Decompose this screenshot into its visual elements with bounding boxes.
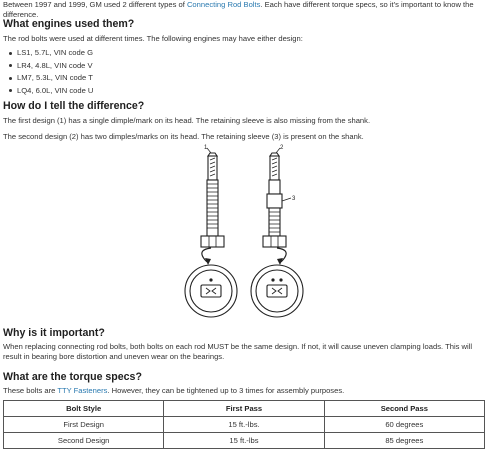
engines-heading: What engines used them? <box>3 18 135 30</box>
header-second-pass: Second Pass <box>324 401 484 417</box>
table-cell: 15 ft.-lbs <box>164 433 324 449</box>
table-cell: Second Design <box>4 433 164 449</box>
table-cell: First Design <box>4 417 164 433</box>
engines-intro: The rod bolts were used at different times. The following engines may have either design: <box>3 34 303 43</box>
first-design-head-view <box>185 265 237 317</box>
callout-2: 2 <box>280 145 284 151</box>
table-row <box>4 417 485 433</box>
rod-bolt-diagram <box>181 144 307 322</box>
importance-paragraph: When replacing connecting rod bolts, both bolts on each rod MUST be the same design. If not, it will cause uneven clamping loads. This will result in bearing bore distortion and uneven wear on the bearings. <box>3 342 473 361</box>
table-header-row <box>4 401 485 417</box>
retaining-sleeve <box>267 194 282 208</box>
torque-heading: What are the torque specs? <box>3 371 142 383</box>
intro-text-after: . Each have different torque specs, so it's important to know the difference. <box>3 0 474 19</box>
difference-paragraph-2: The second design (2) has two dimples/marks on its head. The retaining sleeve (3) is present on the shank. <box>3 132 364 141</box>
callout-1: 1 <box>204 145 208 151</box>
engine-item-lr4: LR4, 4.8L, VIN code V <box>17 60 488 73</box>
table-row <box>4 433 485 449</box>
intro-text-before: Between 1997 and 1999, GM used 2 different types of <box>3 0 187 9</box>
header-bolt-style: Bolt Style <box>4 401 164 417</box>
difference-paragraph-1: The first design (1) has a single dimple/mark on its head. The retaining sleeve is also missing from the shank. <box>3 116 371 125</box>
table-cell: 60 degrees <box>324 417 484 433</box>
engine-item-lm7: LM7, 5.3L, VIN code T <box>17 72 488 85</box>
table-cell: 85 degrees <box>324 433 484 449</box>
callout-3: 3 <box>292 196 296 202</box>
torque-table <box>3 400 485 449</box>
second-design-head-view <box>251 265 303 317</box>
table-cell: 15 ft.-lbs. <box>164 417 324 433</box>
tty-fasteners-link[interactable]: TTY Fasteners <box>57 386 108 395</box>
importance-heading: Why is it important? <box>3 327 105 339</box>
first-design-bolt <box>201 153 224 265</box>
torque-text-after: . However, they can be tightened up to 3 times for assembly purposes. <box>107 386 345 395</box>
connecting-rod-bolts-link[interactable]: Connecting Rod Bolts <box>186 0 261 9</box>
engine-list <box>3 47 488 97</box>
torque-text-before: These bolts are <box>3 386 58 395</box>
second-design-bolt <box>263 153 291 265</box>
torque-paragraph <box>3 386 485 396</box>
torque-table-wrap <box>3 400 485 449</box>
engine-item-ls1: LS1, 5.7L, VIN code G <box>17 47 488 60</box>
difference-heading: How do I tell the difference? <box>3 100 145 112</box>
engine-item-lq4: LQ4, 6.0L, VIN code U <box>17 85 488 98</box>
header-first-pass: First Pass <box>164 401 324 417</box>
intro-paragraph <box>3 0 485 20</box>
